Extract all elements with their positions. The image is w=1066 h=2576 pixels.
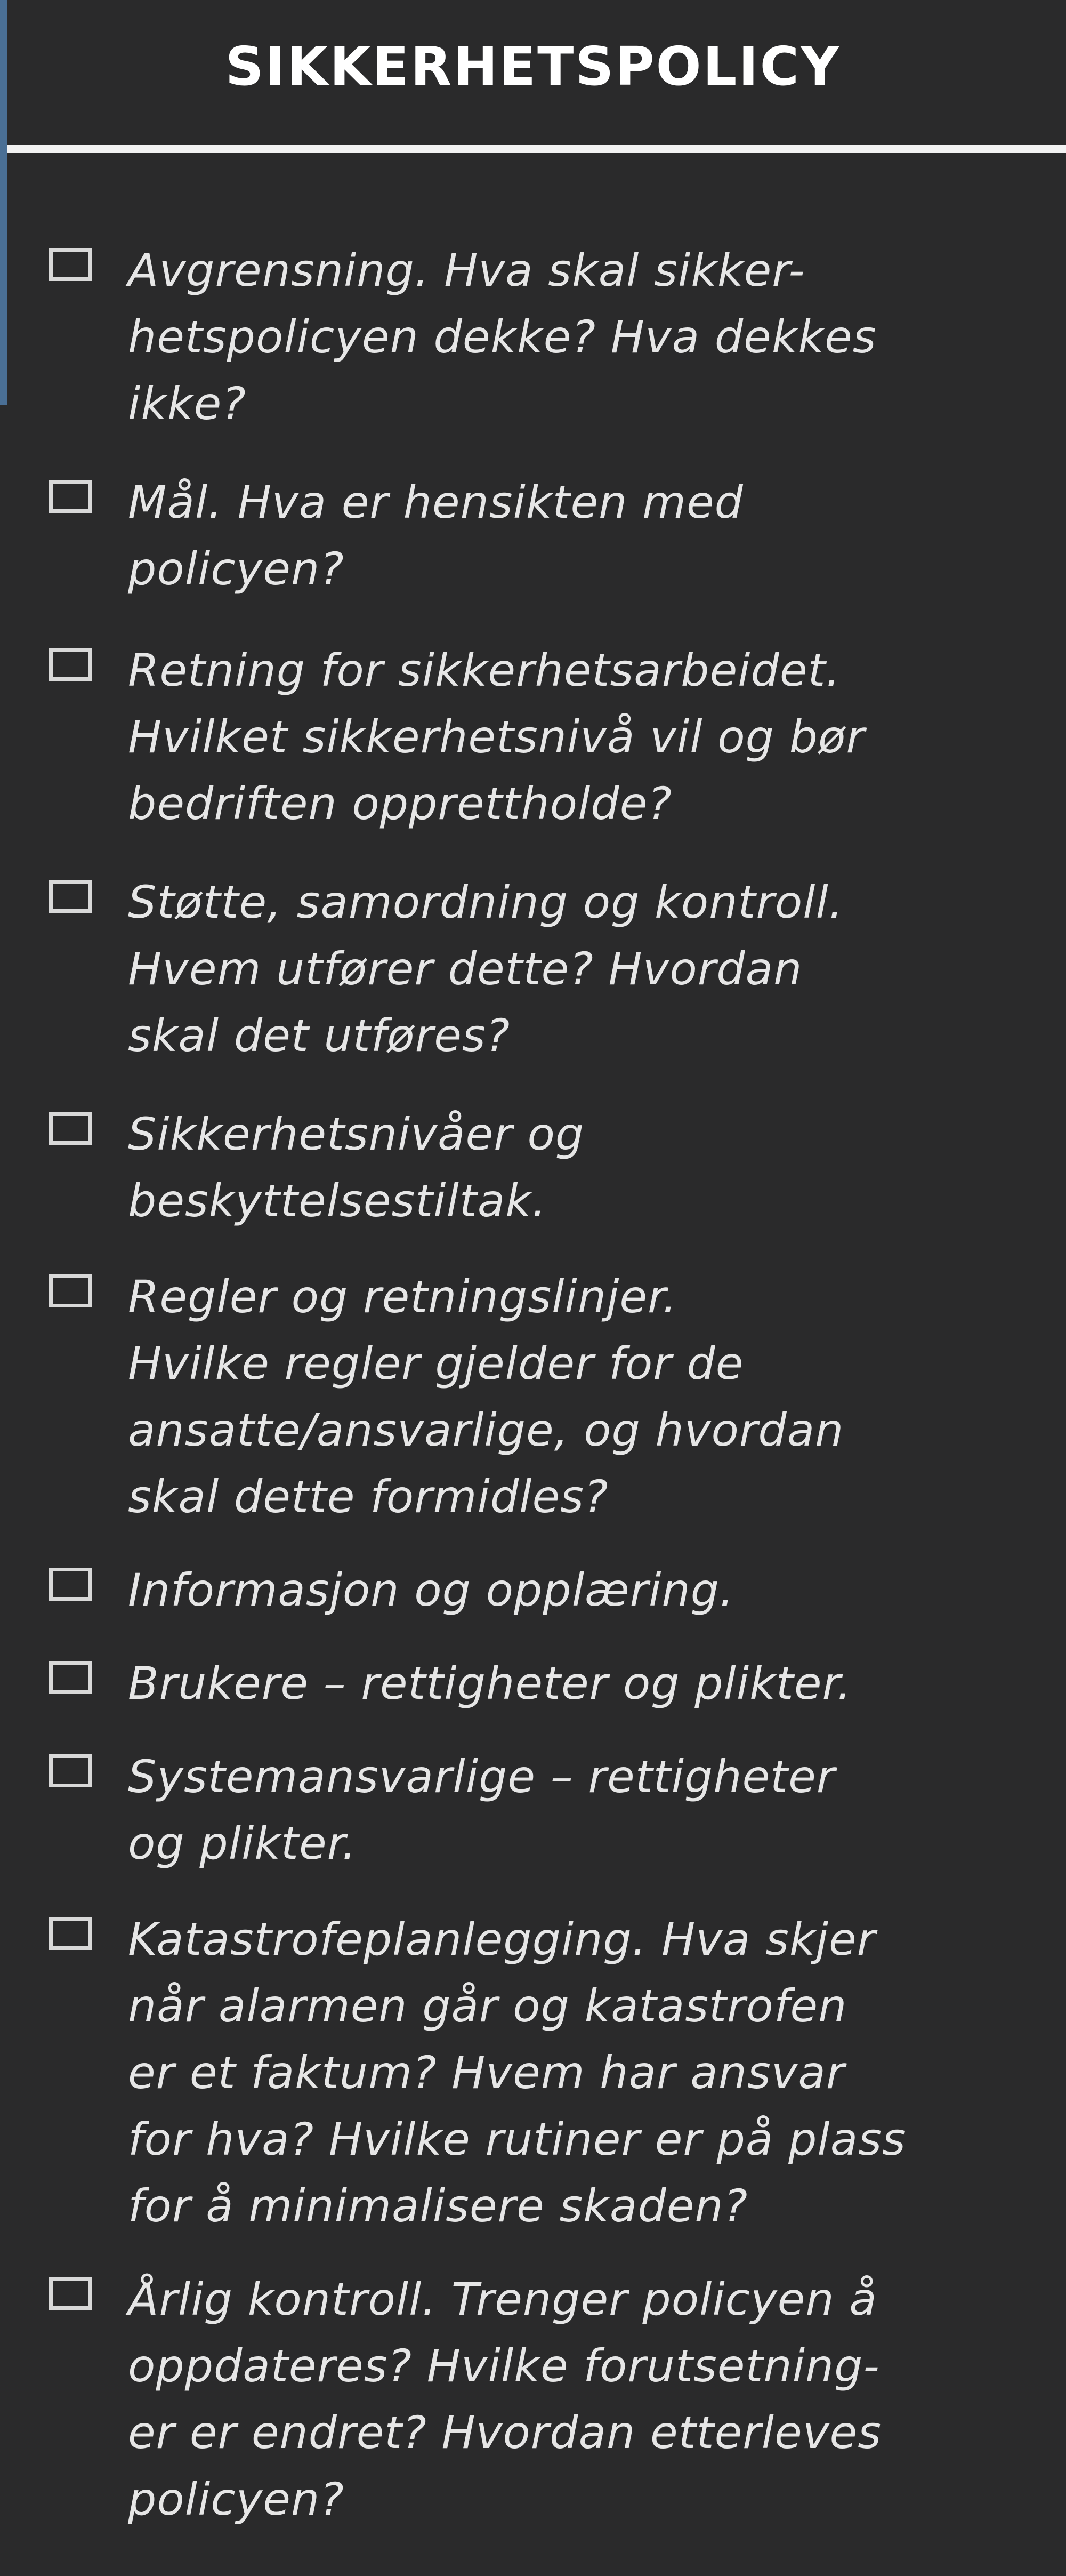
checklist-item-text: Årlig kontroll. Trenger policyen å oppdateres? Hvilke forutsetning- er er endret? Hvordan etterleves policyen?	[128, 2273, 882, 2525]
checklist-item-text: Katastrofeplanlegging. Hva skjer når alarmen går og katastrofen er et faktum? Hvem har ansvar for hva? Hvilke rutiner er på plass for å minimalisere skaden?	[128, 1913, 906, 2232]
title-divider	[7, 145, 1066, 153]
checkbox-icon[interactable]	[49, 2277, 92, 2310]
checkbox-icon[interactable]	[49, 1917, 92, 1950]
checkbox-icon[interactable]	[49, 1568, 92, 1601]
checklist-item-text: Støtte, samordning og kontroll. Hvem utfører dette? Hvordan skal det utføres?	[128, 876, 844, 1062]
checklist-item-text: Sikkerhetsnivåer og beskyttelsestiltak.	[128, 1108, 585, 1227]
checklist-item-text: Informasjon og opplæring.	[128, 1564, 734, 1616]
checklist-item-text: Regler og retningslinjer. Hvilke regler gjelder for de ansatte/ansvarlige, og hvordan skal dette formidles?	[128, 1271, 844, 1523]
checkbox-icon[interactable]	[49, 880, 92, 913]
checkbox-icon[interactable]	[49, 1112, 92, 1145]
checkbox-icon[interactable]	[49, 1661, 92, 1694]
checklist-item-text: Brukere – rettigheter og plikter.	[128, 1657, 852, 1710]
checklist-item-text: Mål. Hva er hensikten med policyen?	[128, 476, 744, 595]
checkbox-icon[interactable]	[49, 480, 92, 513]
checklist-item-text: Retning for sikkerhetsarbeidet. Hvilket sikkerhetsnivå vil og bør bedriften opprettholde?	[128, 644, 865, 830]
page-title: SIKKERHETSPOLICY	[225, 35, 841, 98]
checklist-item-text: Systemansvarlige – rettigheter og plikter.	[128, 1751, 836, 1869]
checklist-item-text: Avgrensning. Hva skal sikker- hetspolicyen dekke? Hva dekkes ikke?	[128, 244, 877, 430]
checkbox-icon[interactable]	[49, 1754, 92, 1787]
checkbox-icon[interactable]	[49, 248, 92, 281]
checkbox-icon[interactable]	[49, 1274, 92, 1307]
checkbox-icon[interactable]	[49, 648, 92, 681]
